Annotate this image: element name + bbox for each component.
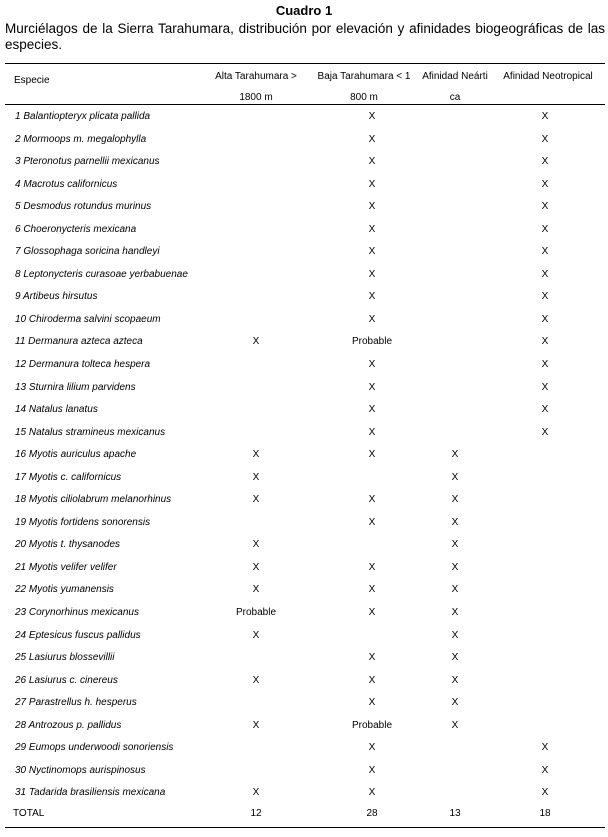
cell-baja: X [368,111,376,122]
cell-baja: X [368,652,376,664]
table-row [5,760,605,783]
table-row [5,354,605,377]
cell-neotropical: X [541,178,549,190]
cell-alta: X [252,561,260,573]
cell-baja: X [368,516,376,528]
table-caption: Murciélagos de la Sierra Tarahumara, distribución por elevación y afinidades biogeográficas de las especies. [5,21,605,52]
species-name: 18 Myotis ciliolabrum melanorhinus [15,494,172,506]
table-row [5,174,605,197]
cell-alta: X [252,471,260,483]
cell-baja: Probable [351,719,393,731]
species-name: 26 Lasiurus c. cinereus [15,674,118,686]
cell-neartica: X [451,561,459,573]
table-row [5,241,605,264]
table-row [5,196,605,219]
cell-neotropical: X [541,742,549,754]
cell-neotropical: X [541,291,549,303]
species-name: 4 Macrotus californicus [15,178,118,190]
cell-baja: X [368,787,376,799]
cell-neartica: X [451,539,459,551]
cell-alta: Probable [235,607,277,619]
species-name: 24 Eptesicus fuscus pallidus [15,629,141,641]
cell-baja: X [368,742,376,754]
species-name: 25 Lasiurus blossevillii [15,652,115,664]
cell-neartica: X [451,697,459,709]
species-name: 16 Myotis auriculus apache [15,449,137,461]
table-row [5,602,605,625]
header-alta-tarahumara: Alta Tarahumara > 1800 m [215,71,297,103]
species-name: 12 Dermanura tolteca hespera [15,359,151,371]
cell-neotropical: X [541,223,549,235]
header-afinidad-neartica: Afinidad Neártica [422,71,488,103]
cell-neartica: X [451,629,459,641]
table-row [5,286,605,309]
cell-neartica: X [451,494,459,506]
cell-neotropical: X [541,201,549,213]
cell-neotropical: X [541,111,549,122]
species-name: 20 Myotis t. thysanodes [15,539,121,551]
species-name: 10 Chiroderma salvini scopaeum [15,313,161,325]
table-row [5,782,605,805]
species-name: 5 Desmodus rotundus murinus [15,201,152,213]
cell-alta: X [252,449,260,461]
table-row [5,715,605,738]
cell-alta: X [252,539,260,551]
table-row [5,264,605,287]
cell-baja: X [368,223,376,235]
species-name: 1 Balantiopteryx plicata pallida [15,111,151,122]
total-alta: 12 [250,808,262,819]
species-name: 23 Corynorhinus mexicanus [15,607,139,619]
cell-neotropical: X [541,133,549,145]
cell-baja: X [368,313,376,325]
table-row [5,106,605,129]
table-row [5,625,605,648]
cell-baja: X [368,246,376,258]
cell-neotropical: X [541,381,549,393]
cell-baja: X [368,133,376,145]
cell-baja: X [368,607,376,619]
total-baja: 28 [366,808,378,819]
cell-baja: X [368,381,376,393]
cell-neotropical: X [541,268,549,280]
cell-neotropical: X [541,764,549,776]
cell-neartica: X [451,674,459,686]
cell-neotropical: X [541,246,549,258]
cell-neotropical: X [541,426,549,438]
cell-alta: X [252,787,260,799]
cell-baja: X [368,584,376,596]
cell-baja: X [368,697,376,709]
cell-baja: X [368,426,376,438]
table-row [5,489,605,512]
cell-baja: X [368,201,376,213]
species-name: 31 Tadarida brasiliensis mexicana [15,787,166,799]
total-label: TOTAL [13,808,45,819]
cell-alta: X [252,674,260,686]
table-row [5,647,605,670]
species-name: 7 Glossophaga soricina handleyi [15,246,160,258]
table-row [5,129,605,152]
cell-neartica: X [451,584,459,596]
species-name: 14 Natalus lanatus [15,404,98,416]
cell-baja: X [368,268,376,280]
cell-baja: X [368,674,376,686]
cell-alta: X [252,494,260,506]
cell-baja: X [368,561,376,573]
table-row [5,151,605,174]
cell-alta: X [252,719,260,731]
cell-baja: X [368,156,376,168]
table-row [5,444,605,467]
header-rule [5,104,605,105]
cell-neotropical: X [541,336,549,348]
table-row [5,534,605,557]
species-name: 11 Dermanura azteca azteca [15,336,143,348]
species-name: 29 Eumops underwoodi sonoriensis [15,742,174,754]
table-row [5,219,605,242]
cell-neartica: X [451,652,459,664]
cell-alta: X [252,629,260,641]
cell-neotropical: X [541,359,549,371]
total-neartica: 13 [449,808,461,819]
cell-baja: X [368,291,376,303]
header-species: Especie [14,75,50,86]
cell-neartica: X [451,607,459,619]
cell-neotropical: X [541,404,549,416]
cell-neotropical: X [541,787,549,799]
species-name: 13 Sturnira lilium parvidens [15,381,136,393]
cell-neartica: X [451,449,459,461]
cell-baja: Probable [351,336,393,348]
bottom-rule [5,827,605,828]
species-name: 19 Myotis fortidens sonorensis [15,516,151,528]
table-row [5,422,605,445]
table-row [5,512,605,535]
cell-baja: X [368,359,376,371]
species-name: 22 Myotis yumanensis [15,584,114,596]
cell-neartica: X [451,516,459,528]
cell-baja: X [368,178,376,190]
species-name: 15 Natalus stramineus mexicanus [15,426,166,438]
species-name: 3 Pteronotus parnellii mexicanus [15,156,160,168]
top-rule [5,63,605,64]
table-row [5,557,605,580]
cell-baja: X [368,764,376,776]
species-name: 9 Artibeus hirsutus [15,291,98,303]
species-name: 6 Choeronycteris mexicana [15,223,137,235]
cell-alta: X [252,336,260,348]
header-afinidad-neotropical: Afinidad Neotropical [503,71,593,82]
cell-neotropical: X [541,313,549,325]
table-row [5,692,605,715]
species-name: 30 Nyctinomops aurispinosus [15,764,146,776]
cell-alta: X [252,584,260,596]
species-name: 8 Leptonycteris curasoae yerbabuenae [15,268,188,280]
cell-baja: X [368,449,376,461]
table-row [5,331,605,354]
table-row [5,579,605,602]
table-row [5,399,605,422]
cell-neotropical: X [541,156,549,168]
table-row [5,467,605,490]
table-row [5,377,605,400]
species-name: 28 Antrozous p. pallidus [15,719,122,731]
species-name: 17 Myotis c. californicus [15,471,122,483]
cell-neartica: X [451,719,459,731]
cell-baja: X [368,404,376,416]
table-row [5,737,605,760]
header-baja-tarahumara: Baja Tarahumara < 1800 m [317,71,411,103]
table-row [5,309,605,332]
species-name: 2 Mormoops m. megalophylla [15,133,147,145]
cell-neartica: X [451,471,459,483]
table-body [5,106,605,805]
table-row [5,670,605,693]
total-row [5,803,605,825]
species-name: 27 Parastrellus h. hesperus [15,697,137,709]
total-neotropical: 18 [539,808,551,819]
cell-baja: X [368,494,376,506]
table-title: Cuadro 1 [275,3,333,18]
species-name: 21 Myotis velifer velifer [15,561,117,573]
